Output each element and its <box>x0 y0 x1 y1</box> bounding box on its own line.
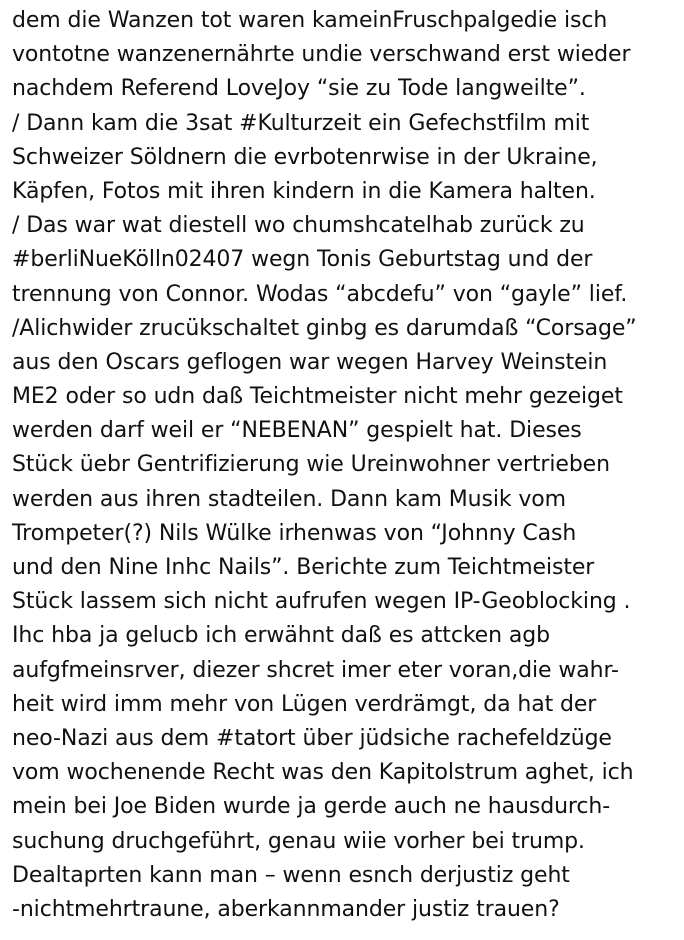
text-line: vontotne wanzenernährte undie verschwand erst wieder <box>12 42 631 68</box>
text-line: Trompeter(?) Nils Wülke irhenwas von “Johnny Cash <box>12 520 577 546</box>
text-line: Stück lassem sich nicht aufrufen wegen IP-Geoblocking . <box>12 589 631 615</box>
text-line: Stück üebr Gentrifizierung wie Ureinwohner vertrieben <box>12 452 610 478</box>
text-line: ME2 oder so udn daß Teichtmeister nicht mehr gezeiget <box>12 384 623 410</box>
text-line: -nichtmehrtraune, aberkannmander justiz trauen? <box>12 896 560 922</box>
text-line: dem die Wanzen tot waren kameinFruschpalgedie isch <box>12 8 608 33</box>
text-line: /Alichwider zrucükschaltet ginbg es darumdaß “Corsage” <box>12 315 637 341</box>
text-line: suchung druchgeführt, genau wiie vorher bei trump. <box>12 828 585 854</box>
text-line: vom wochenende Recht was den Kapitolstrum aghet, ich <box>12 760 634 786</box>
text-line: aus den Oscars geflogen war wegen Harvey Weinstein <box>12 349 608 375</box>
text-line: Dealtaprten kann man – wenn esnch derjustiz geht <box>12 862 570 888</box>
text-line: trennung von Connor. Wodas “abcdefu” von “gayle” lief. <box>12 281 628 307</box>
text-line: werden darf weil er “NEBENAN” gespielt hat. Dieses <box>12 418 582 444</box>
text-line: mein bei Joe Biden wurde ja gerde auch ne hausdurch- <box>12 794 611 820</box>
text-line: #berliNueKölln02407 wegn Tonis Geburtstag und der <box>12 247 593 273</box>
text-line: aufgfmeinsrver, diezer shcret imer eter voran,die wahr- <box>12 657 619 683</box>
text-line: heit wird imm mehr von Lügen verdrämgt, da hat der <box>12 691 597 717</box>
text-line: / Das war wat diestell wo chumshcatelhab zurück zu <box>12 213 585 239</box>
text-line: und den Nine Inhc Nails”. Berichte zum Teichtmeister <box>12 555 595 580</box>
text-line: Ihc hba ja gelucb ich erwähnt daß es attcken agb <box>12 623 550 649</box>
text-line: nachdem Referend LoveJoy “sie zu Tode langweilte”. <box>12 76 586 102</box>
text-line: / Dann kam die 3sat #Kulturzeit ein Gefechstfilm mit <box>12 110 590 136</box>
text-line: Schweizer Söldnern die evrbotenrwise in der Ukraine, <box>12 144 598 170</box>
body-text <box>12 4 680 927</box>
text-line: Käpfen, Fotos mit ihren kindern in die Kamera halten. <box>12 178 596 204</box>
text-line: werden aus ihren stadteilen. Dann kam Musik vom <box>12 486 566 512</box>
text-line: neo-Nazi aus dem #tatort über jüdsiche rachefeldzüge <box>12 725 612 751</box>
